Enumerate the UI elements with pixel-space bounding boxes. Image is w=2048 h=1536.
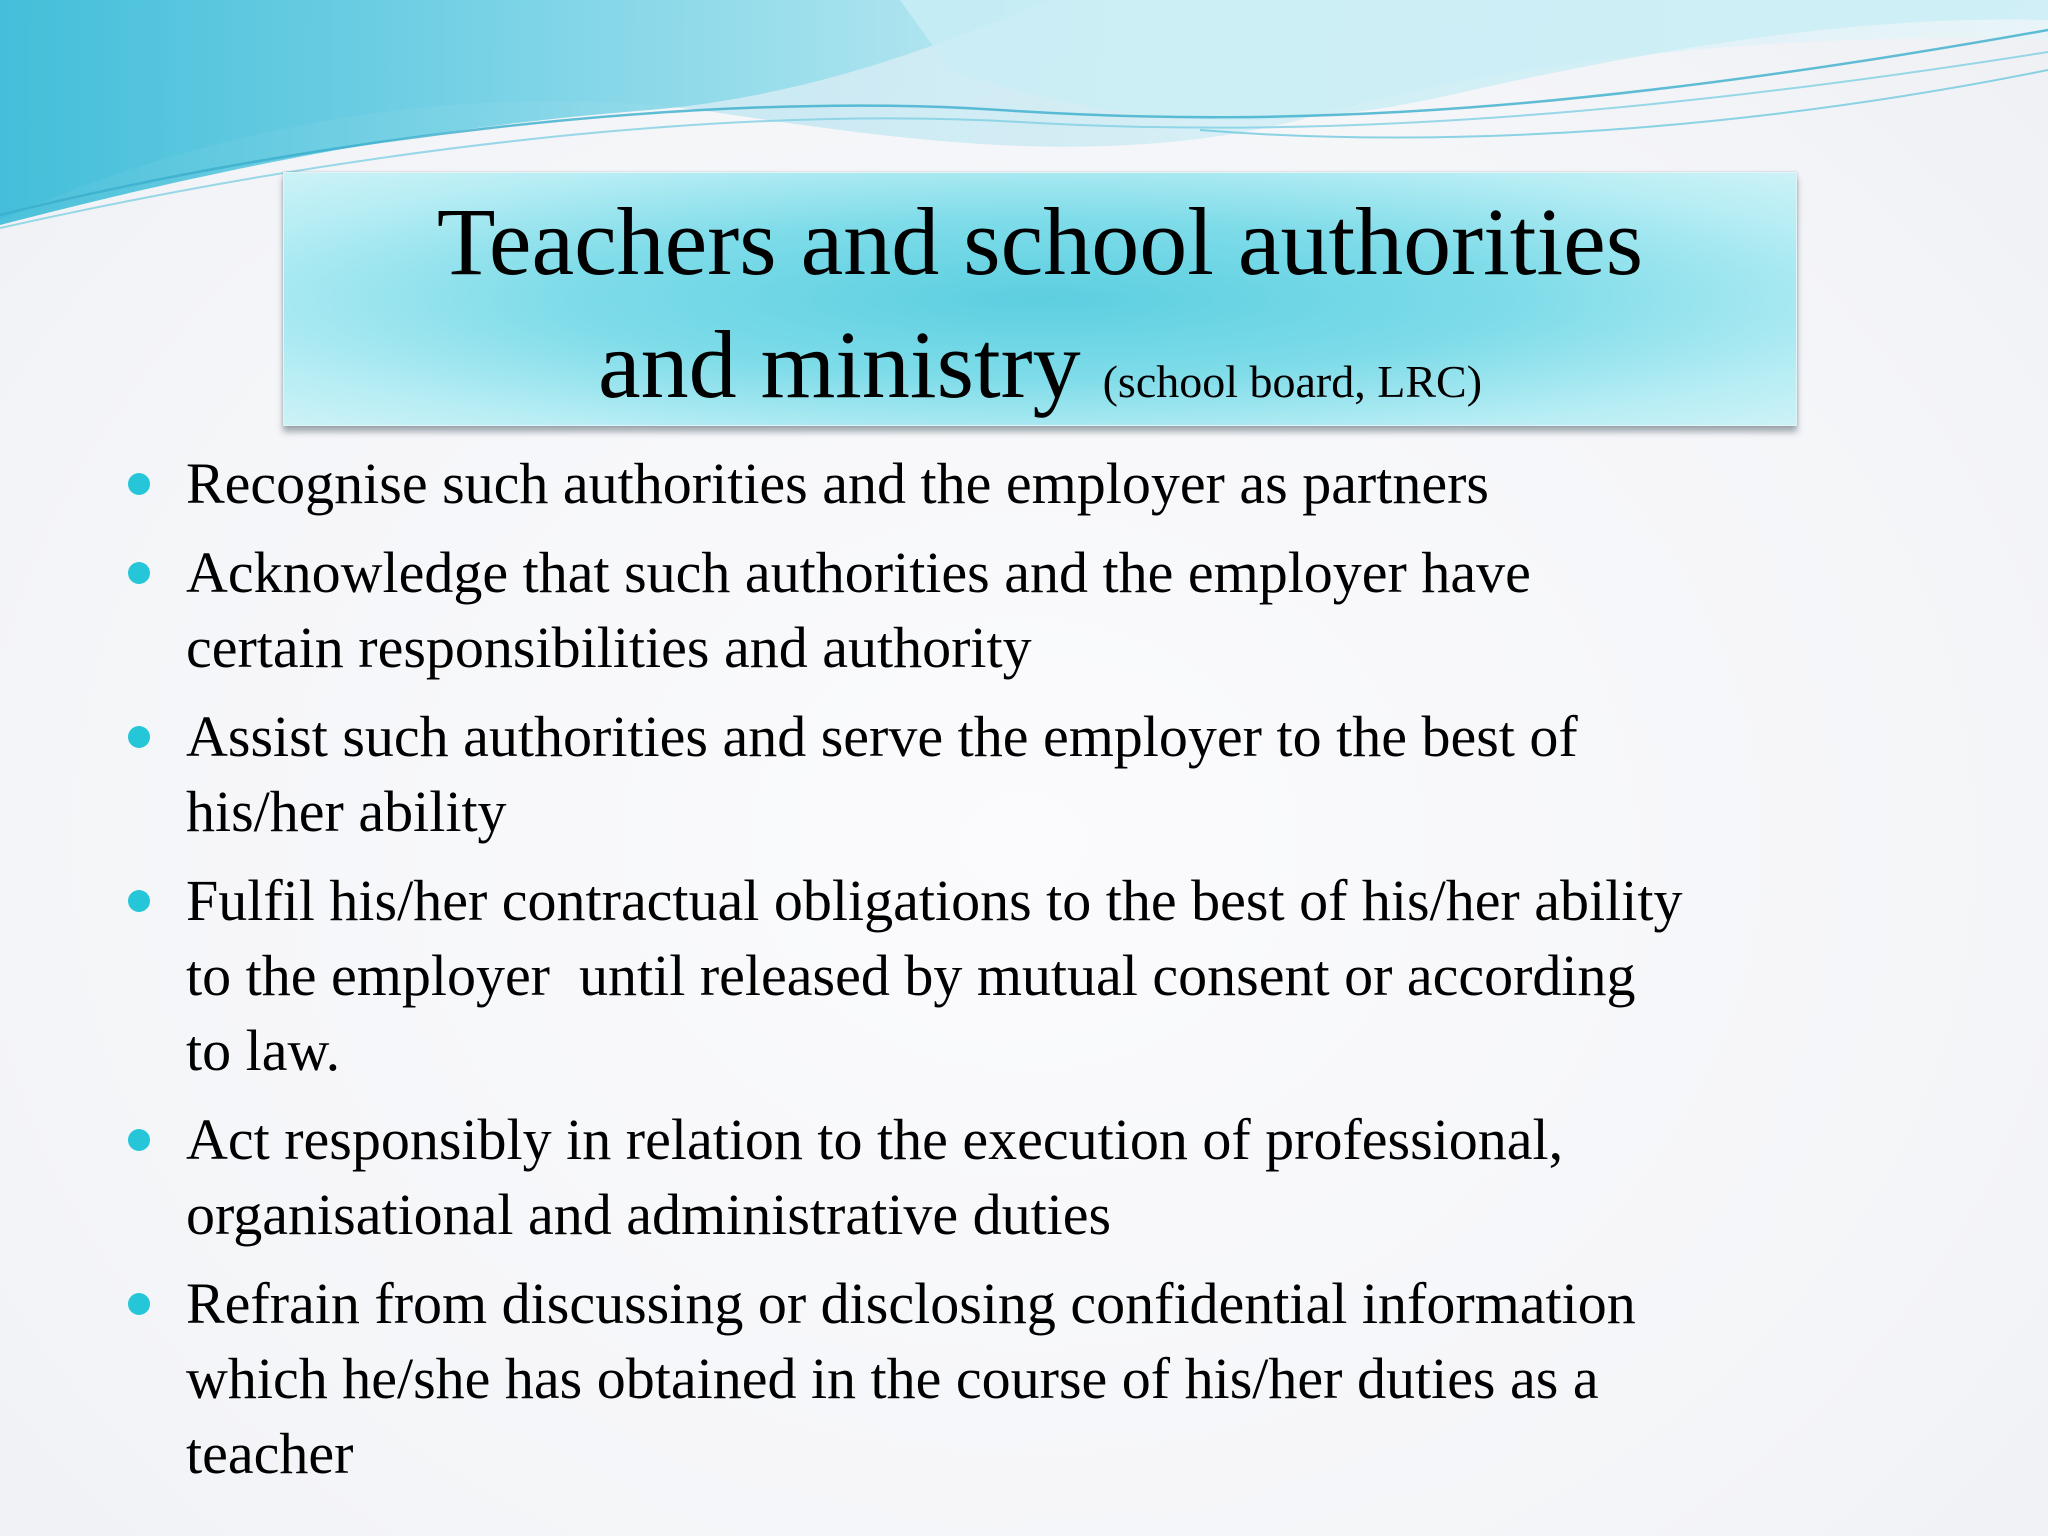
bullet-item [128,1266,2008,1491]
bullet-item [128,446,2008,521]
bullet-dot-icon [128,562,150,584]
bullet-item [128,863,2008,1088]
bullet-line: Assist such authorities and serve the employer to the best of [186,704,1578,769]
bullet-line: teacher [186,1421,354,1486]
bullet-line: Fulfil his/her contractual obligations to the best of his/her ability [186,868,1683,933]
bullet-dot-icon [128,473,150,495]
slide-title-line1: Teachers and school authorities [436,188,1644,295]
bullet-dot-icon [128,1129,150,1151]
bullet-dot-icon [128,1293,150,1315]
bullet-item [128,699,2008,849]
bullet-dot-icon [128,726,150,748]
bullet-list [128,446,2008,1505]
bullet-line: to the employer until released by mutual consent or according [186,943,1636,1008]
bullet-dot-icon [128,890,150,912]
bullet-item [128,1102,2008,1252]
bullet-line: certain responsibilities and authority [186,615,1032,680]
bullet-line: Recognise such authorities and the employer as partners [186,451,1489,516]
bullet-line: his/her ability [186,779,507,844]
slide-title-subtitle: (school board, LRC) [1102,356,1483,407]
bullet-item [128,535,2008,685]
bullet-line: Refrain from discussing or disclosing confidential information [186,1271,1636,1336]
bullet-line: which he/she has obtained in the course of his/her duties as a [186,1346,1599,1411]
bullet-line: to law. [186,1018,341,1083]
slide-title-line2 [284,310,1796,420]
title-box [283,172,1797,426]
bullet-line: Act responsibly in relation to the execution of professional, [186,1107,1564,1172]
slide-title-main: and ministry [597,311,1081,418]
bullet-line: Acknowledge that such authorities and the employer have [186,540,1531,605]
bullet-line: organisational and administrative duties [186,1182,1112,1247]
